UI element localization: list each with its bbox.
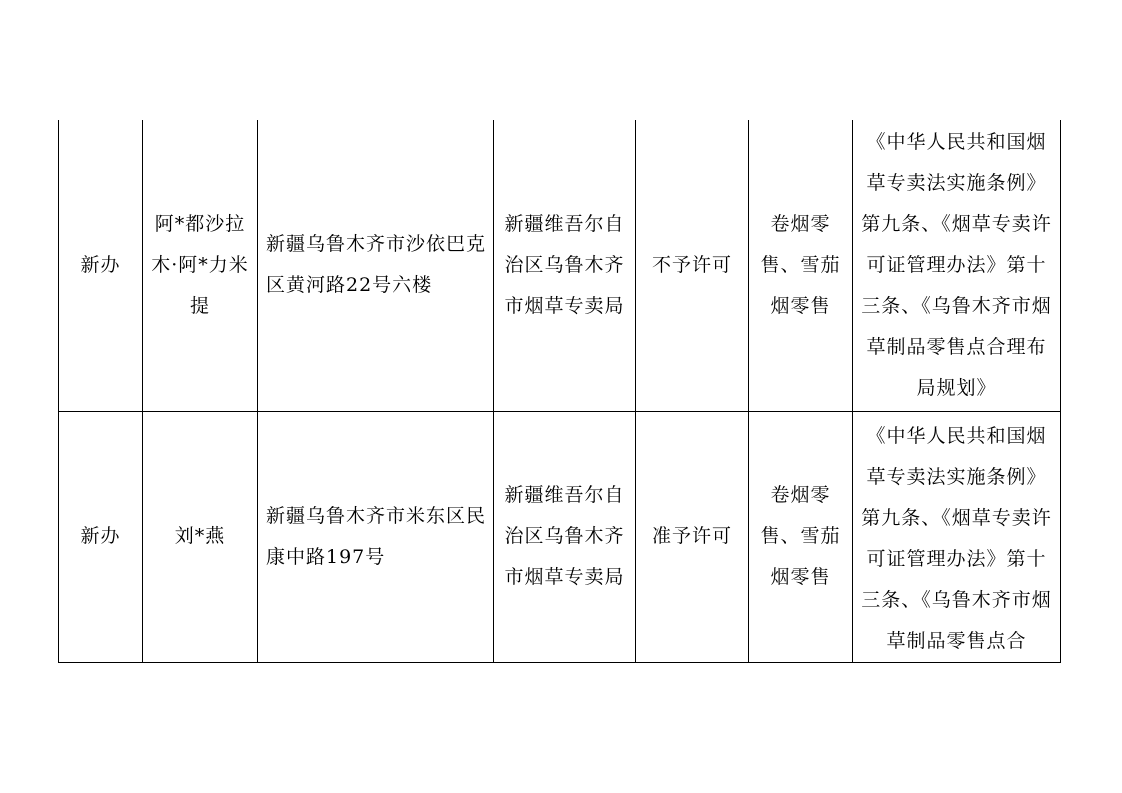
legal-basis-cell: 《中华人民共和国烟草专卖法实施条例》第九条、《烟草专卖许可证管理办法》第十三条、《乌鲁木齐市烟草制品零售点合 xyxy=(853,411,1061,662)
authority-cell: 新疆维吾尔自治区乌鲁木齐市烟草专卖局 xyxy=(494,411,636,662)
address-cell: 新疆乌鲁木齐市沙依巴克区黄河路22号六楼 xyxy=(258,120,494,411)
decision-cell: 不予许可 xyxy=(636,120,749,411)
table-row xyxy=(59,411,1061,662)
permit-table-container xyxy=(58,120,1060,662)
business-scope-cell: 卷烟零售、雪茄烟零售 xyxy=(749,120,853,411)
business-scope-cell: 卷烟零售、雪茄烟零售 xyxy=(749,411,853,662)
table-row xyxy=(59,120,1061,411)
application-type-cell: 新办 xyxy=(59,120,143,411)
address-cell: 新疆乌鲁木齐市米东区民康中路197号 xyxy=(258,411,494,662)
authority-cell: 新疆维吾尔自治区乌鲁木齐市烟草专卖局 xyxy=(494,120,636,411)
permit-table xyxy=(58,120,1061,663)
legal-basis-cell: 《中华人民共和国烟草专卖法实施条例》第九条、《烟草专卖许可证管理办法》第十三条、《乌鲁木齐市烟草制品零售点合理布局规划》 xyxy=(853,120,1061,411)
application-type-cell: 新办 xyxy=(59,411,143,662)
applicant-name-cell: 刘*燕 xyxy=(143,411,258,662)
decision-cell: 准予许可 xyxy=(636,411,749,662)
applicant-name-cell: 阿*都沙拉木·阿*力米提 xyxy=(143,120,258,411)
